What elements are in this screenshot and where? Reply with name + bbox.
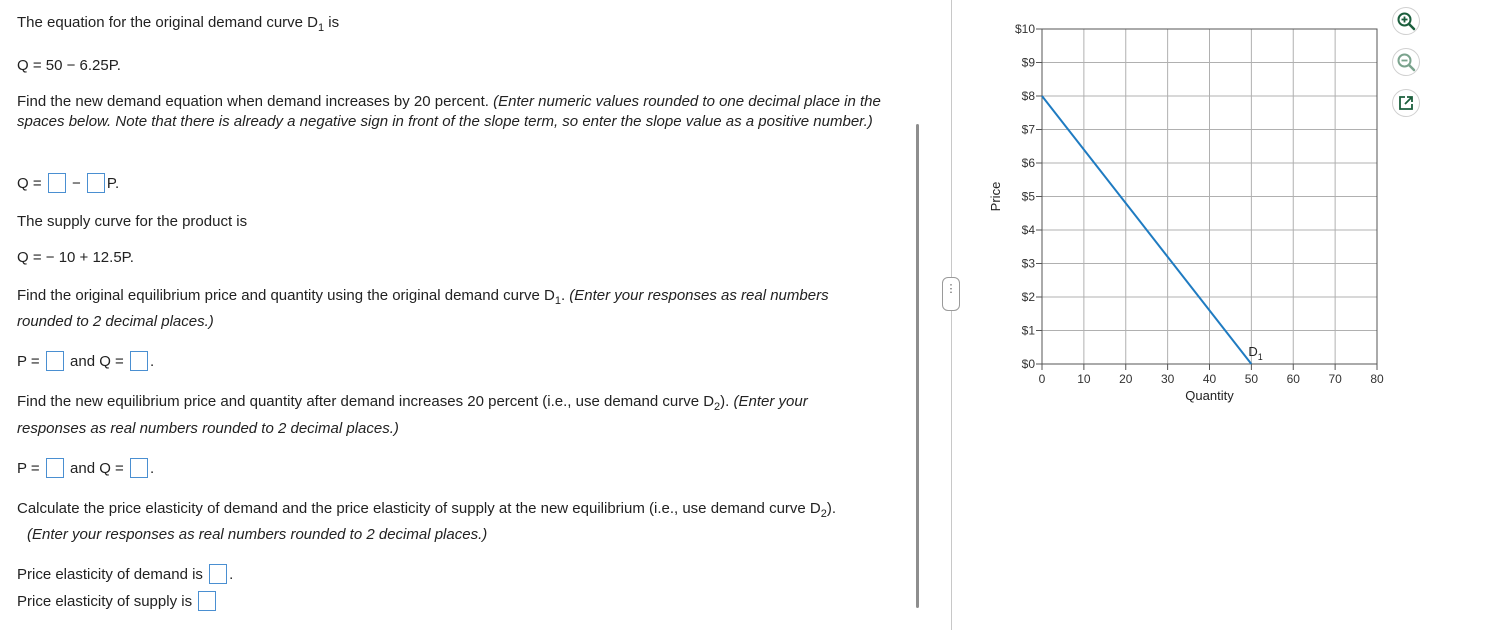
chart-grid	[1042, 29, 1377, 364]
new-equilibrium-row: P = and Q = .	[17, 460, 155, 477]
demand-curve-label: $D_1$	[1248, 344, 1263, 362]
zoom-in-icon	[1396, 11, 1416, 31]
zoom-in-button[interactable]	[1392, 7, 1420, 35]
y-tick-label: $2	[1021, 290, 1035, 304]
y-tick-label: $6	[1021, 156, 1035, 170]
pane-divider	[951, 0, 952, 630]
x-tick-label: 0	[1038, 372, 1046, 386]
x-tick-label: 80	[1370, 372, 1384, 386]
x-axis-label: Quantity	[1185, 388, 1234, 403]
demand-equation: Q = 50 − 6.25P.	[17, 57, 121, 74]
zoom-out-button[interactable]	[1392, 48, 1420, 76]
task-new-equilibrium-note: responses as real numbers rounded to 2 decimal places.)	[17, 420, 399, 437]
task-new-equilibrium: Find the new equilibrium price and quantity after demand increases 20 percent (i.e., use demand curve $D_2$). (Enter your	[17, 393, 808, 413]
x-tick-label: 20	[1119, 372, 1133, 386]
elasticity-demand-input[interactable]	[209, 564, 227, 584]
x-tick-label: 60	[1286, 372, 1300, 386]
elasticity-demand-row: Price elasticity of demand is .	[17, 566, 234, 583]
y-axis-ticks	[1015, 22, 1042, 371]
original-price-input[interactable]	[46, 351, 64, 371]
y-tick-label: $3	[1021, 256, 1035, 271]
elasticity-supply-input[interactable]	[198, 591, 216, 611]
y-tick-label: $1	[1021, 323, 1035, 338]
task-original-equilibrium-note: rounded to 2 decimal places.)	[17, 313, 214, 330]
supply-equation: Q = − 10 + 12.5P.	[17, 249, 134, 266]
supply-intro: The supply curve for the product is	[17, 213, 248, 230]
intro-text: The equation for the original demand curve $D_1$ is	[17, 14, 340, 34]
question-scrollbar[interactable]	[916, 124, 919, 608]
task-original-equilibrium: Find the original equilibrium price and quantity using the original demand curve $D_1$. (Enter your responses as real numbers	[17, 287, 829, 307]
x-tick-label: 30	[1160, 372, 1175, 386]
y-tick-label: $5	[1021, 189, 1035, 204]
elasticity-supply-row: Price elasticity of supply is	[17, 591, 218, 612]
y-tick-label: $10	[1014, 22, 1035, 36]
new-price-input[interactable]	[46, 458, 64, 478]
task-new-demand: Find the new demand equation when demand increases by 20 percent. (Enter numeric values rounded to one decimal place in the spaces below. Note that there is already a negative sign in front of the slope term, so enter the slope value as a positive number.)	[17, 93, 881, 130]
y-axis-label: Price	[988, 181, 1003, 212]
y-tick-label: $9	[1021, 55, 1035, 70]
demand-curve-label-subscript: 1	[1257, 352, 1263, 362]
original-quantity-input[interactable]	[130, 351, 148, 371]
new-quantity-input[interactable]	[130, 458, 148, 478]
slope-input[interactable]	[87, 173, 105, 193]
x-tick-label: 10	[1077, 372, 1091, 386]
x-tick-label: 50	[1244, 372, 1259, 386]
demand-chart	[970, 0, 1390, 420]
y-tick-label: $4	[1021, 223, 1035, 237]
expand-button[interactable]	[1392, 89, 1420, 117]
task-elasticity: Calculate the price elasticity of demand and the price elasticity of supply at the new equilibrium (i.e., use demand curve $D_2$).	[17, 500, 837, 520]
new-demand-equation-row: Q = − P.	[17, 175, 120, 192]
x-tick-label: 40	[1202, 372, 1217, 386]
expand-icon	[1397, 94, 1415, 112]
zoom-out-icon	[1396, 52, 1416, 72]
x-tick-label: 70	[1328, 372, 1342, 386]
x-axis-ticks	[1039, 364, 1384, 386]
intercept-input[interactable]	[48, 173, 66, 193]
y-tick-label: $8	[1021, 89, 1035, 103]
y-tick-label: $7	[1021, 122, 1035, 137]
original-equilibrium-row: P = and Q = .	[17, 353, 155, 370]
y-tick-label: $0	[1021, 357, 1035, 371]
task-elasticity-note: (Enter your responses as real numbers rounded to 2 decimal places.)	[27, 526, 488, 543]
pane-resize-handle[interactable]: ⋮	[942, 277, 960, 311]
